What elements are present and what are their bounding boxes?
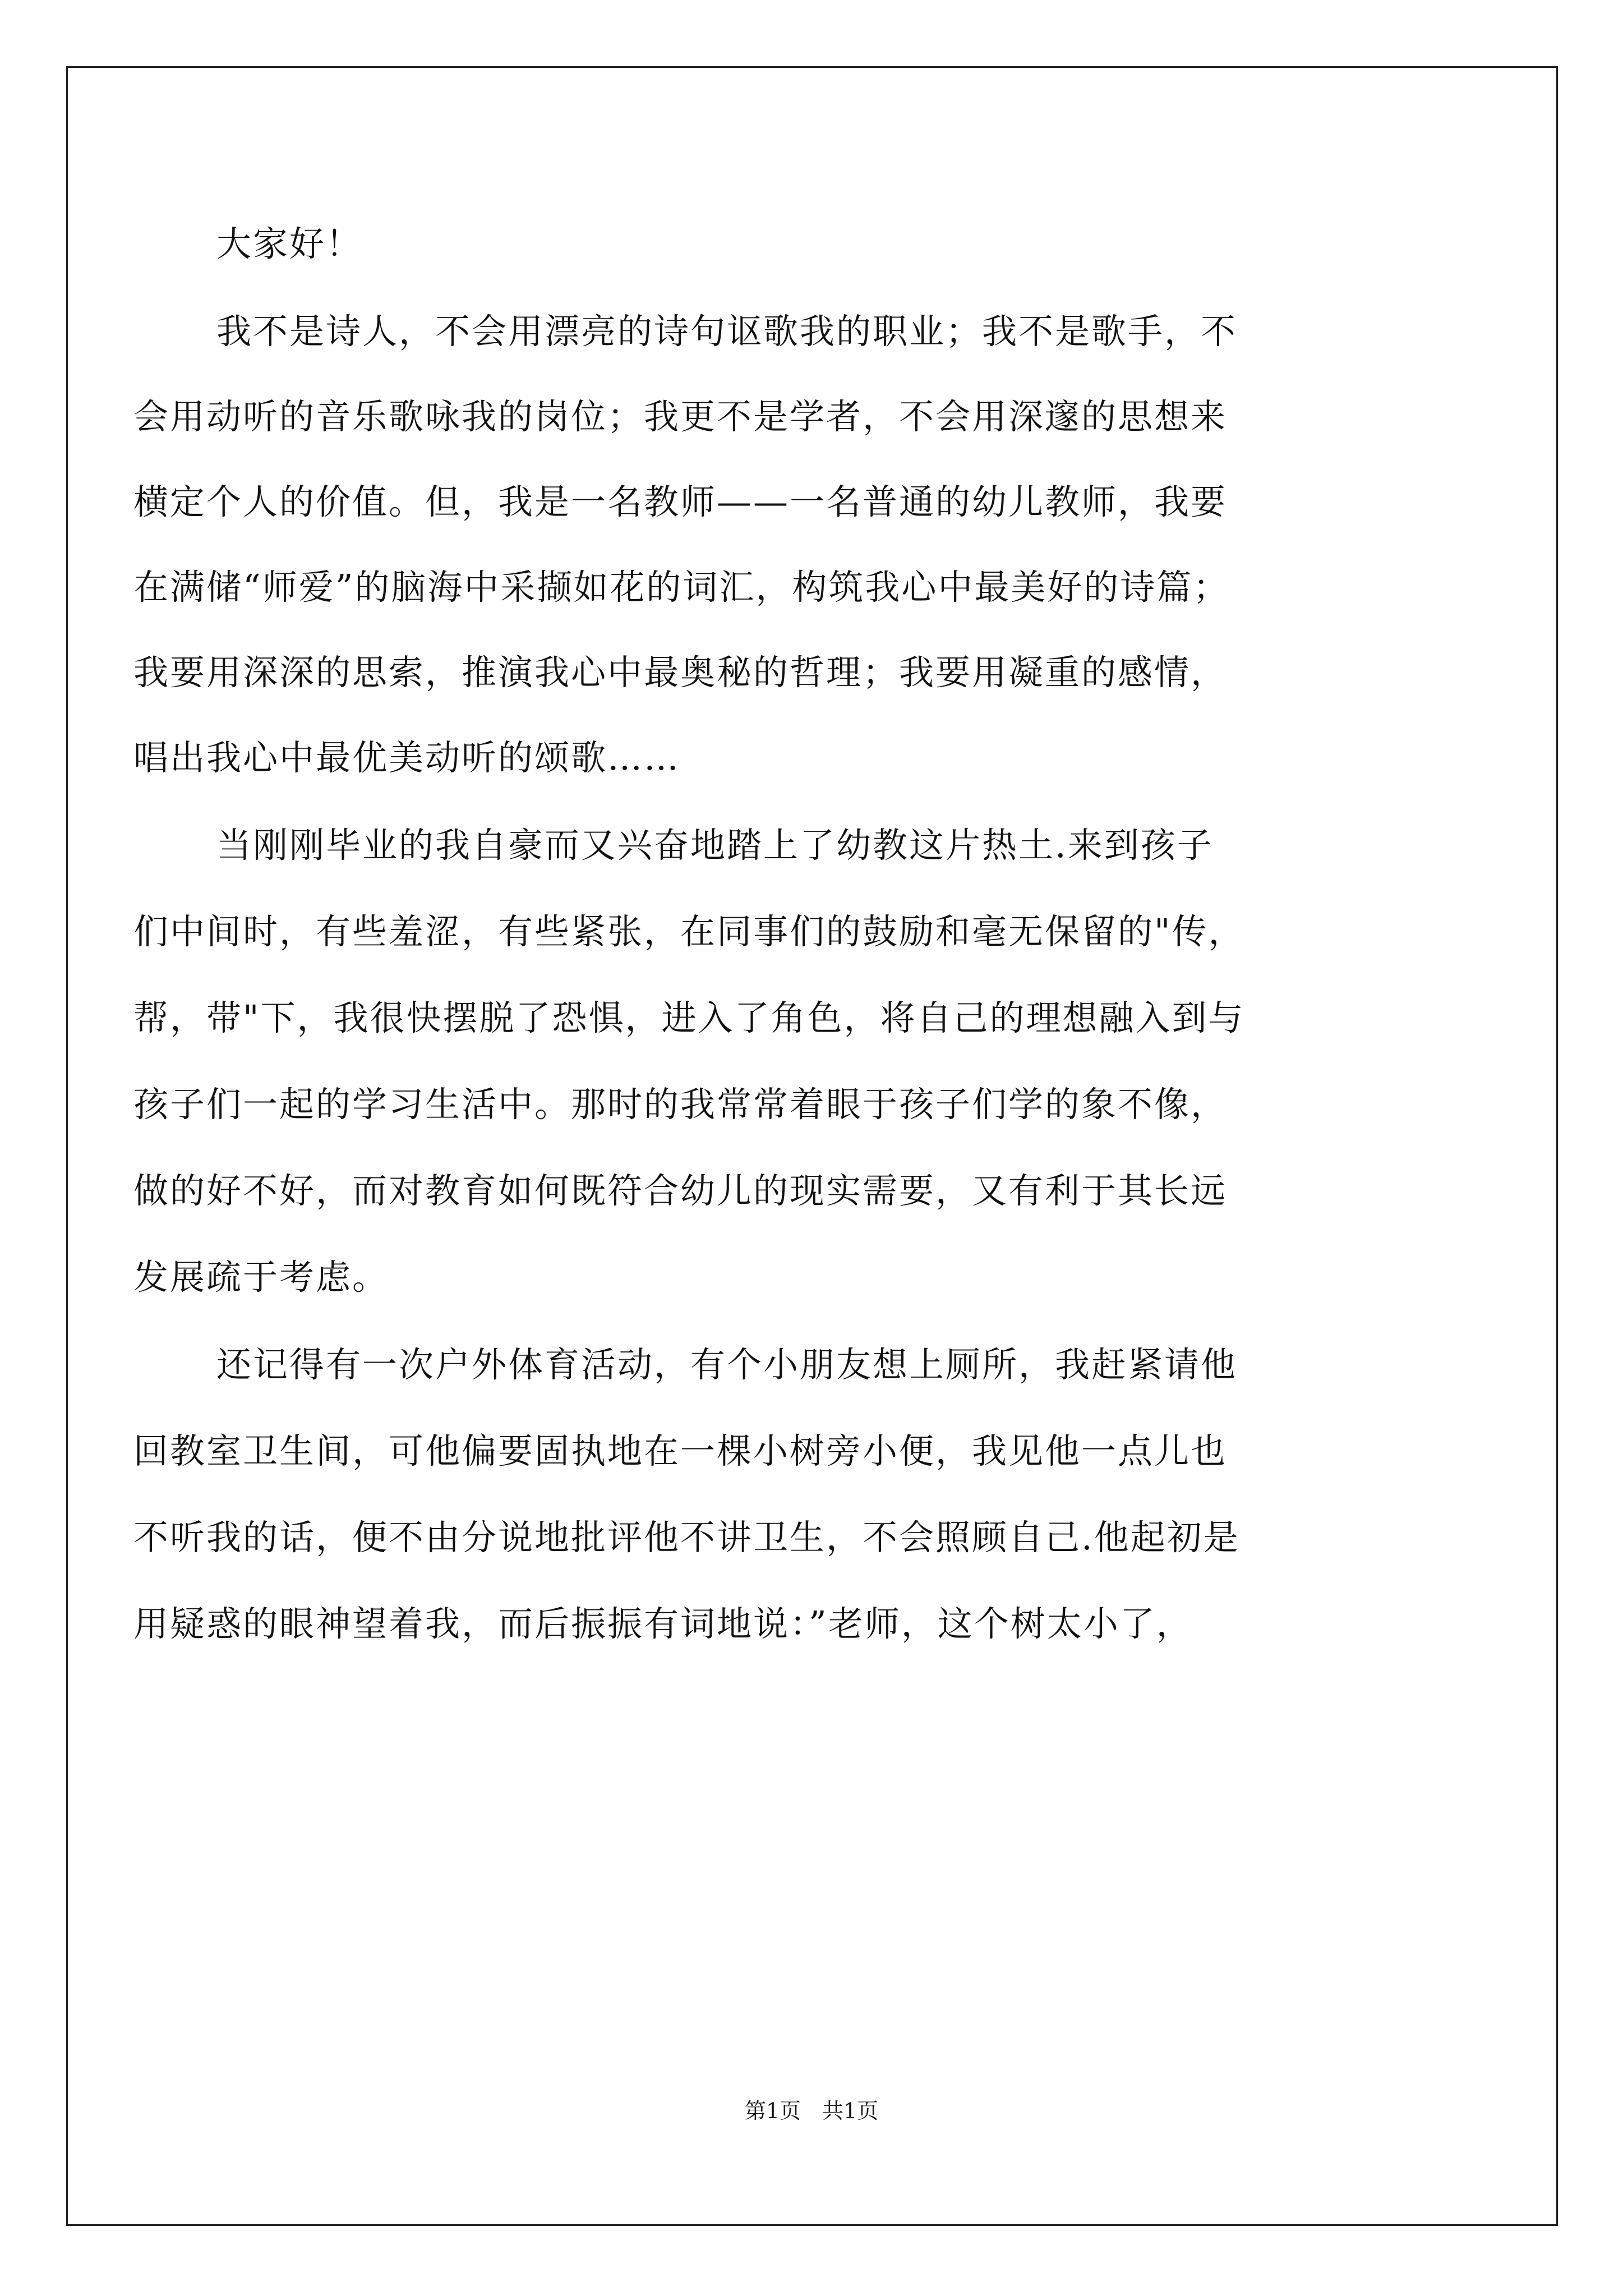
text-line: 用疑惑的眼神望着我，而后振振有词地说：”老师，这个树太小了， [133,1603,1193,1644]
text-line: 唱出我心中最优美动听的颂歌…… [133,737,681,778]
text-line: 会用动听的音乐歌咏我的岗位；我更不是学者，不会用深邃的思想来 [133,396,1228,437]
text-line: 还记得有一次户外体育活动，有个小朋友想上厕所，我赶紧请他 [216,1344,1238,1385]
text-line: 孩子们一起的学习生活中。那时的我常常着眼于孩子们学的象不像， [133,1084,1228,1125]
text-line: 回教室卫生间，可他偏要固执地在一棵小树旁小便，我见他一点儿也 [133,1430,1228,1471]
page-footer: 第1页 共1页 [744,2099,879,2123]
text-line: 横定个人的价值。但，我是一名教师——一名普通的幼儿教师，我要 [133,481,1228,522]
text-line: 当刚刚毕业的我自豪而又兴奋地踏上了幼教这片热土.来到孩子 [216,825,1214,866]
text-line: 发展疏于考虑。 [133,1257,389,1297]
text-line: 我不是诗人，不会用漂亮的诗句讴歌我的职业；我不是歌手，不 [216,311,1238,352]
page-border [66,66,1558,2226]
text-line: 帮，带"下，我很快摆脱了恐惧，进入了角色，将自己的理想融入到与 [133,997,1245,1038]
text-line: 在满储“师爱”的脑海中采撷如花的词汇，构筑我心中最美好的诗篇； [133,567,1230,608]
text-line: 我要用深深的思索，推演我心中最奥秘的哲理；我要用凝重的感情， [133,652,1228,693]
text-line: 不听我的话，便不由分说地批评他不讲卫生，不会照顾自己.他起初是 [133,1517,1240,1558]
text-line: 们中间时，有些羞涩，有些紧张，在同事们的鼓励和毫无保留的"传， [133,911,1245,952]
text-line: 大家好！ [216,223,363,264]
text-line: 做的好不好，而对教育如何既符合幼儿的现实需要，又有利于其长远 [133,1170,1228,1211]
